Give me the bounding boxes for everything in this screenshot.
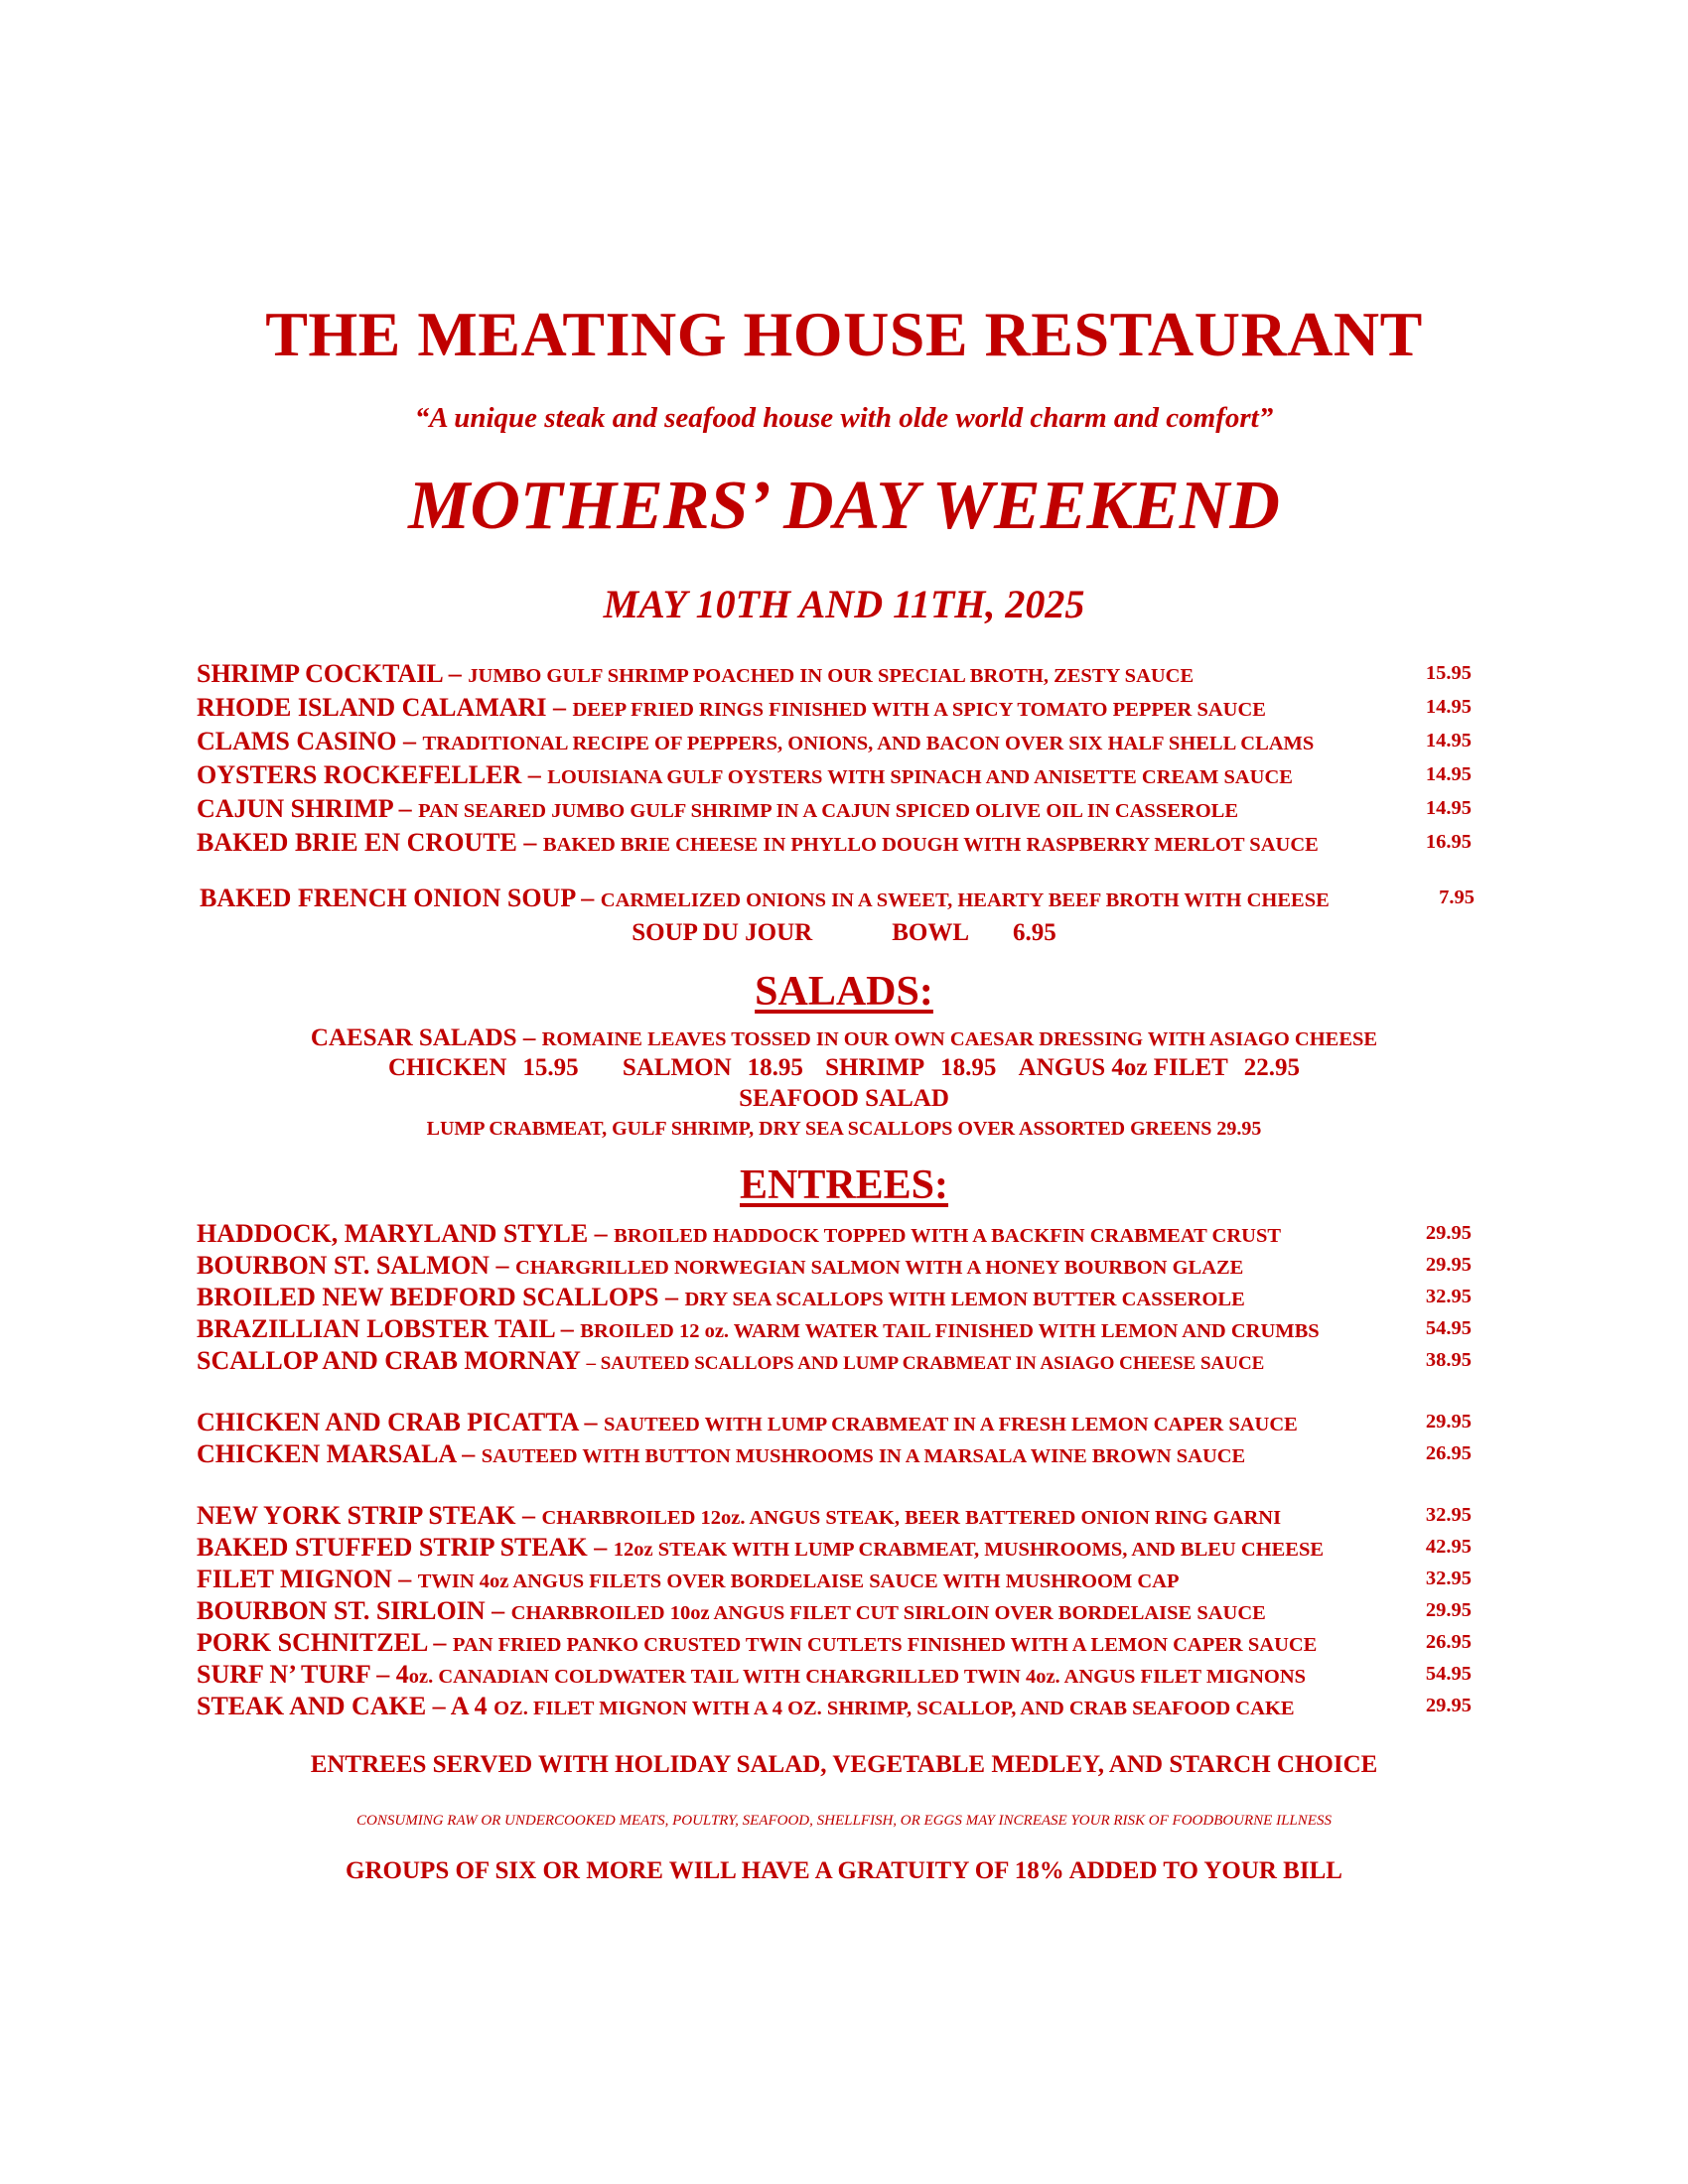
- menu-item: [197, 659, 1472, 691]
- item-description: DEEP FRIED RINGS FINISHED WITH A SPICY TOMATO PEPPER SAUCE: [572, 699, 1266, 721]
- item-name: BAKED STUFFED STRIP STEAK –: [197, 1533, 614, 1562]
- item-name: PORK SCHNITZEL –: [197, 1628, 453, 1657]
- item-name: CHICKEN MARSALA –: [197, 1439, 482, 1468]
- soup-du-jour: [0, 919, 1688, 947]
- menu-item-onion-soup: [200, 884, 1475, 915]
- entrees-heading: ENTREES:: [739, 1162, 949, 1208]
- soup-size: BOWL: [892, 919, 969, 946]
- item-description: PAN FRIED PANKO CRUSTED TWIN CUTLETS FINISHED WITH A LEMON CAPER SAUCE: [452, 1634, 1318, 1656]
- item-description: – SAUTEED SCALLOPS AND LUMP CRABMEAT IN ASIAGO CHEESE SAUCE: [586, 1353, 1265, 1374]
- gratuity-note: GROUPS OF SIX OR MORE WILL HAVE A GRATUITY OF 18% ADDED TO YOUR BILL: [346, 1857, 1342, 1884]
- entrees-served-note: ENTREES SERVED WITH HOLIDAY SALAD, VEGETABLE MEDLEY, AND STARCH CHOICE: [310, 1751, 1378, 1778]
- item-name: OYSTERS ROCKEFELLER –: [197, 760, 548, 789]
- item-description: TWIN 4oz ANGUS FILETS OVER BORDELAISE SAUCE WITH MUSHROOM CAP: [417, 1570, 1180, 1592]
- item-description: ROMAINE LEAVES TOSSED IN OUR OWN CAESAR DRESSING WITH ASIAGO CHEESE: [541, 1028, 1378, 1050]
- item-description: oz. CANADIAN COLDWATER TAIL WITH CHARGRILLED TWIN 4oz. ANGUS FILET MIGNONS: [408, 1666, 1307, 1688]
- menu-item: [197, 1251, 1472, 1283]
- item-name: NEW YORK STRIP STEAK –: [197, 1501, 542, 1530]
- item-description: BAKED BRIE CHEESE IN PHYLLO DOUGH WITH RASPBERRY MERLOT SAUCE: [542, 834, 1319, 856]
- menu-item: [197, 1346, 1472, 1378]
- seafood-salad-description: LUMP CRABMEAT, GULF SHRIMP, DRY SEA SCALLOPS OVER ASSORTED GREENS 29.95: [426, 1118, 1262, 1140]
- option-price: 22.95: [1243, 1054, 1301, 1081]
- item-price: 26.95: [1425, 1631, 1472, 1653]
- item-description: CHARGRILLED NORWEGIAN SALMON WITH A HONEY BOURBON GLAZE: [514, 1257, 1244, 1279]
- menu-item: [197, 693, 1472, 725]
- item-price: 29.95: [1425, 1222, 1472, 1244]
- item-name: SCALLOP AND CRAB MORNAY: [197, 1346, 587, 1375]
- item-price: 15.95: [1425, 662, 1472, 684]
- menu-item: [197, 727, 1472, 758]
- item-description: SAUTEED WITH LUMP CRABMEAT IN A FRESH LEMON CAPER SAUCE: [604, 1414, 1298, 1435]
- item-name: CAJUN SHRIMP –: [197, 794, 419, 823]
- menu-item: [197, 760, 1472, 792]
- event-title: MOTHERS’ DAY WEEKEND: [408, 468, 1280, 544]
- soup-price: 6.95: [1013, 919, 1056, 946]
- menu-item: [197, 1692, 1472, 1723]
- option-label: SHRIMP: [825, 1054, 925, 1081]
- item-price: 32.95: [1425, 1568, 1472, 1589]
- option-price: 18.95: [747, 1054, 803, 1081]
- seafood-salad-name: SEAFOOD SALAD: [739, 1085, 949, 1112]
- item-price: 29.95: [1425, 1254, 1472, 1276]
- item-price: 14.95: [1425, 696, 1472, 718]
- option-label: ANGUS 4oz FILET: [1018, 1054, 1228, 1081]
- item-name: BAKED FRENCH ONION SOUP –: [200, 884, 601, 912]
- caesar-salad: [0, 1024, 1688, 1052]
- tagline: “A unique steak and seafood house with olde world charm and comfort”: [414, 402, 1274, 434]
- salads-heading: SALADS:: [755, 969, 933, 1015]
- item-name: BOURBON ST. SALMON –: [197, 1251, 515, 1280]
- item-description: BROILED HADDOCK TOPPED WITH A BACKFIN CRABMEAT CRUST: [614, 1225, 1282, 1247]
- item-description: OZ. FILET MIGNON WITH A 4 OZ. SHRIMP, SCALLOP, AND CRAB SEAFOOD CAKE: [493, 1698, 1295, 1719]
- item-price: 54.95: [1425, 1317, 1472, 1339]
- menu-item: [197, 1533, 1472, 1565]
- item-name: SHRIMP COCKTAIL –: [197, 659, 469, 688]
- item-price: 14.95: [1425, 730, 1472, 751]
- item-name: BROILED NEW BEDFORD SCALLOPS –: [197, 1283, 685, 1311]
- item-price: 38.95: [1425, 1349, 1472, 1371]
- item-price: 14.95: [1425, 797, 1472, 819]
- item-name: BRAZILLIAN LOBSTER TAIL –: [197, 1314, 581, 1343]
- menu-item: [197, 794, 1472, 826]
- item-price: 26.95: [1425, 1442, 1472, 1464]
- item-description: DRY SEA SCALLOPS WITH LEMON BUTTER CASSEROLE: [684, 1289, 1245, 1310]
- event-date: MAY 10TH AND 11TH, 2025: [603, 582, 1085, 626]
- item-description: JUMBO GULF SHRIMP POACHED IN OUR SPECIAL BROTH, ZESTY SAUCE: [468, 665, 1195, 687]
- item-price: 32.95: [1425, 1286, 1472, 1307]
- item-description: BROILED 12 oz. WARM WATER TAIL FINISHED WITH LEMON AND CRUMBS: [580, 1320, 1320, 1342]
- option-price: 18.95: [940, 1054, 997, 1081]
- menu-item: [197, 1314, 1472, 1346]
- item-name: CLAMS CASINO –: [197, 727, 423, 755]
- item-description: SAUTEED WITH BUTTON MUSHROOMS IN A MARSALA WINE BROWN SAUCE: [481, 1445, 1246, 1467]
- menu-item: [197, 1596, 1472, 1628]
- item-description: CHARBROILED 10oz ANGUS FILET CUT SIRLOIN OVER BORDELAISE SAUCE: [510, 1602, 1266, 1624]
- health-warning: CONSUMING RAW OR UNDERCOOKED MEATS, POULTRY, SEAFOOD, SHELLFISH, OR EGGS MAY INCREASE YOUR RISK OF FOODBOURNE ILLNESS: [356, 1813, 1332, 1829]
- item-description: CARMELIZED ONIONS IN A SWEET, HEARTY BEEF BROTH WITH CHEESE: [600, 889, 1330, 911]
- menu-item: [197, 1439, 1472, 1471]
- item-description: PAN SEARED JUMBO GULF SHRIMP IN A CAJUN SPICED OLIVE OIL IN CASSEROLE: [418, 800, 1238, 822]
- item-price: 7.95: [1439, 887, 1475, 908]
- item-description: TRADITIONAL RECIPE OF PEPPERS, ONIONS, AND BACON OVER SIX HALF SHELL CLAMS: [422, 733, 1315, 754]
- option-price: 15.95: [522, 1054, 579, 1081]
- item-price: 54.95: [1425, 1663, 1472, 1685]
- item-description: 12oz STEAK WITH LUMP CRABMEAT, MUSHROOMS, AND BLEU CHEESE: [613, 1539, 1325, 1561]
- option-label: SALMON: [622, 1054, 732, 1081]
- item-name: HADDOCK, MARYLAND STYLE –: [197, 1219, 615, 1248]
- menu-item: [197, 1660, 1472, 1692]
- item-name: BAKED BRIE EN CROUTE –: [197, 828, 543, 857]
- entrees-heading-wrap: [0, 1161, 1688, 1209]
- item-price: 32.95: [1425, 1504, 1472, 1526]
- caesar-options: [0, 1054, 1688, 1082]
- salads-heading-wrap: [0, 968, 1688, 1016]
- item-name: STEAK AND CAKE – A 4: [197, 1692, 494, 1720]
- soup-name: SOUP DU JOUR: [632, 919, 813, 946]
- menu-item: [197, 828, 1472, 860]
- item-price: 29.95: [1425, 1695, 1472, 1716]
- menu-item: [197, 1283, 1472, 1314]
- item-price: 29.95: [1425, 1599, 1472, 1621]
- item-description: CHARBROILED 12oz. ANGUS STEAK, BEER BATTERED ONION RING GARNI: [541, 1507, 1282, 1529]
- item-name: FILET MIGNON –: [197, 1565, 418, 1593]
- option-label: CHICKEN: [387, 1054, 507, 1081]
- item-description: LOUISIANA GULF OYSTERS WITH SPINACH AND ANISETTE CREAM SAUCE: [547, 766, 1293, 788]
- item-name: RHODE ISLAND CALAMARI –: [197, 693, 573, 722]
- item-price: 16.95: [1425, 831, 1472, 853]
- menu-item: [197, 1219, 1472, 1251]
- item-price: 14.95: [1425, 763, 1472, 785]
- item-price: 29.95: [1425, 1411, 1472, 1433]
- item-name: CAESAR SALADS –: [310, 1024, 542, 1051]
- menu-item: [197, 1628, 1472, 1660]
- menu-item: [197, 1501, 1472, 1533]
- item-name: SURF N’ TURF – 4: [197, 1660, 409, 1689]
- item-price: 42.95: [1425, 1536, 1472, 1558]
- restaurant-title: THE MEATING HOUSE RESTAURANT: [265, 299, 1423, 369]
- item-name: BOURBON ST. SIRLOIN –: [197, 1596, 511, 1625]
- menu-item: [197, 1565, 1472, 1596]
- item-name: CHICKEN AND CRAB PICATTA –: [197, 1408, 605, 1436]
- menu-item: [197, 1408, 1472, 1439]
